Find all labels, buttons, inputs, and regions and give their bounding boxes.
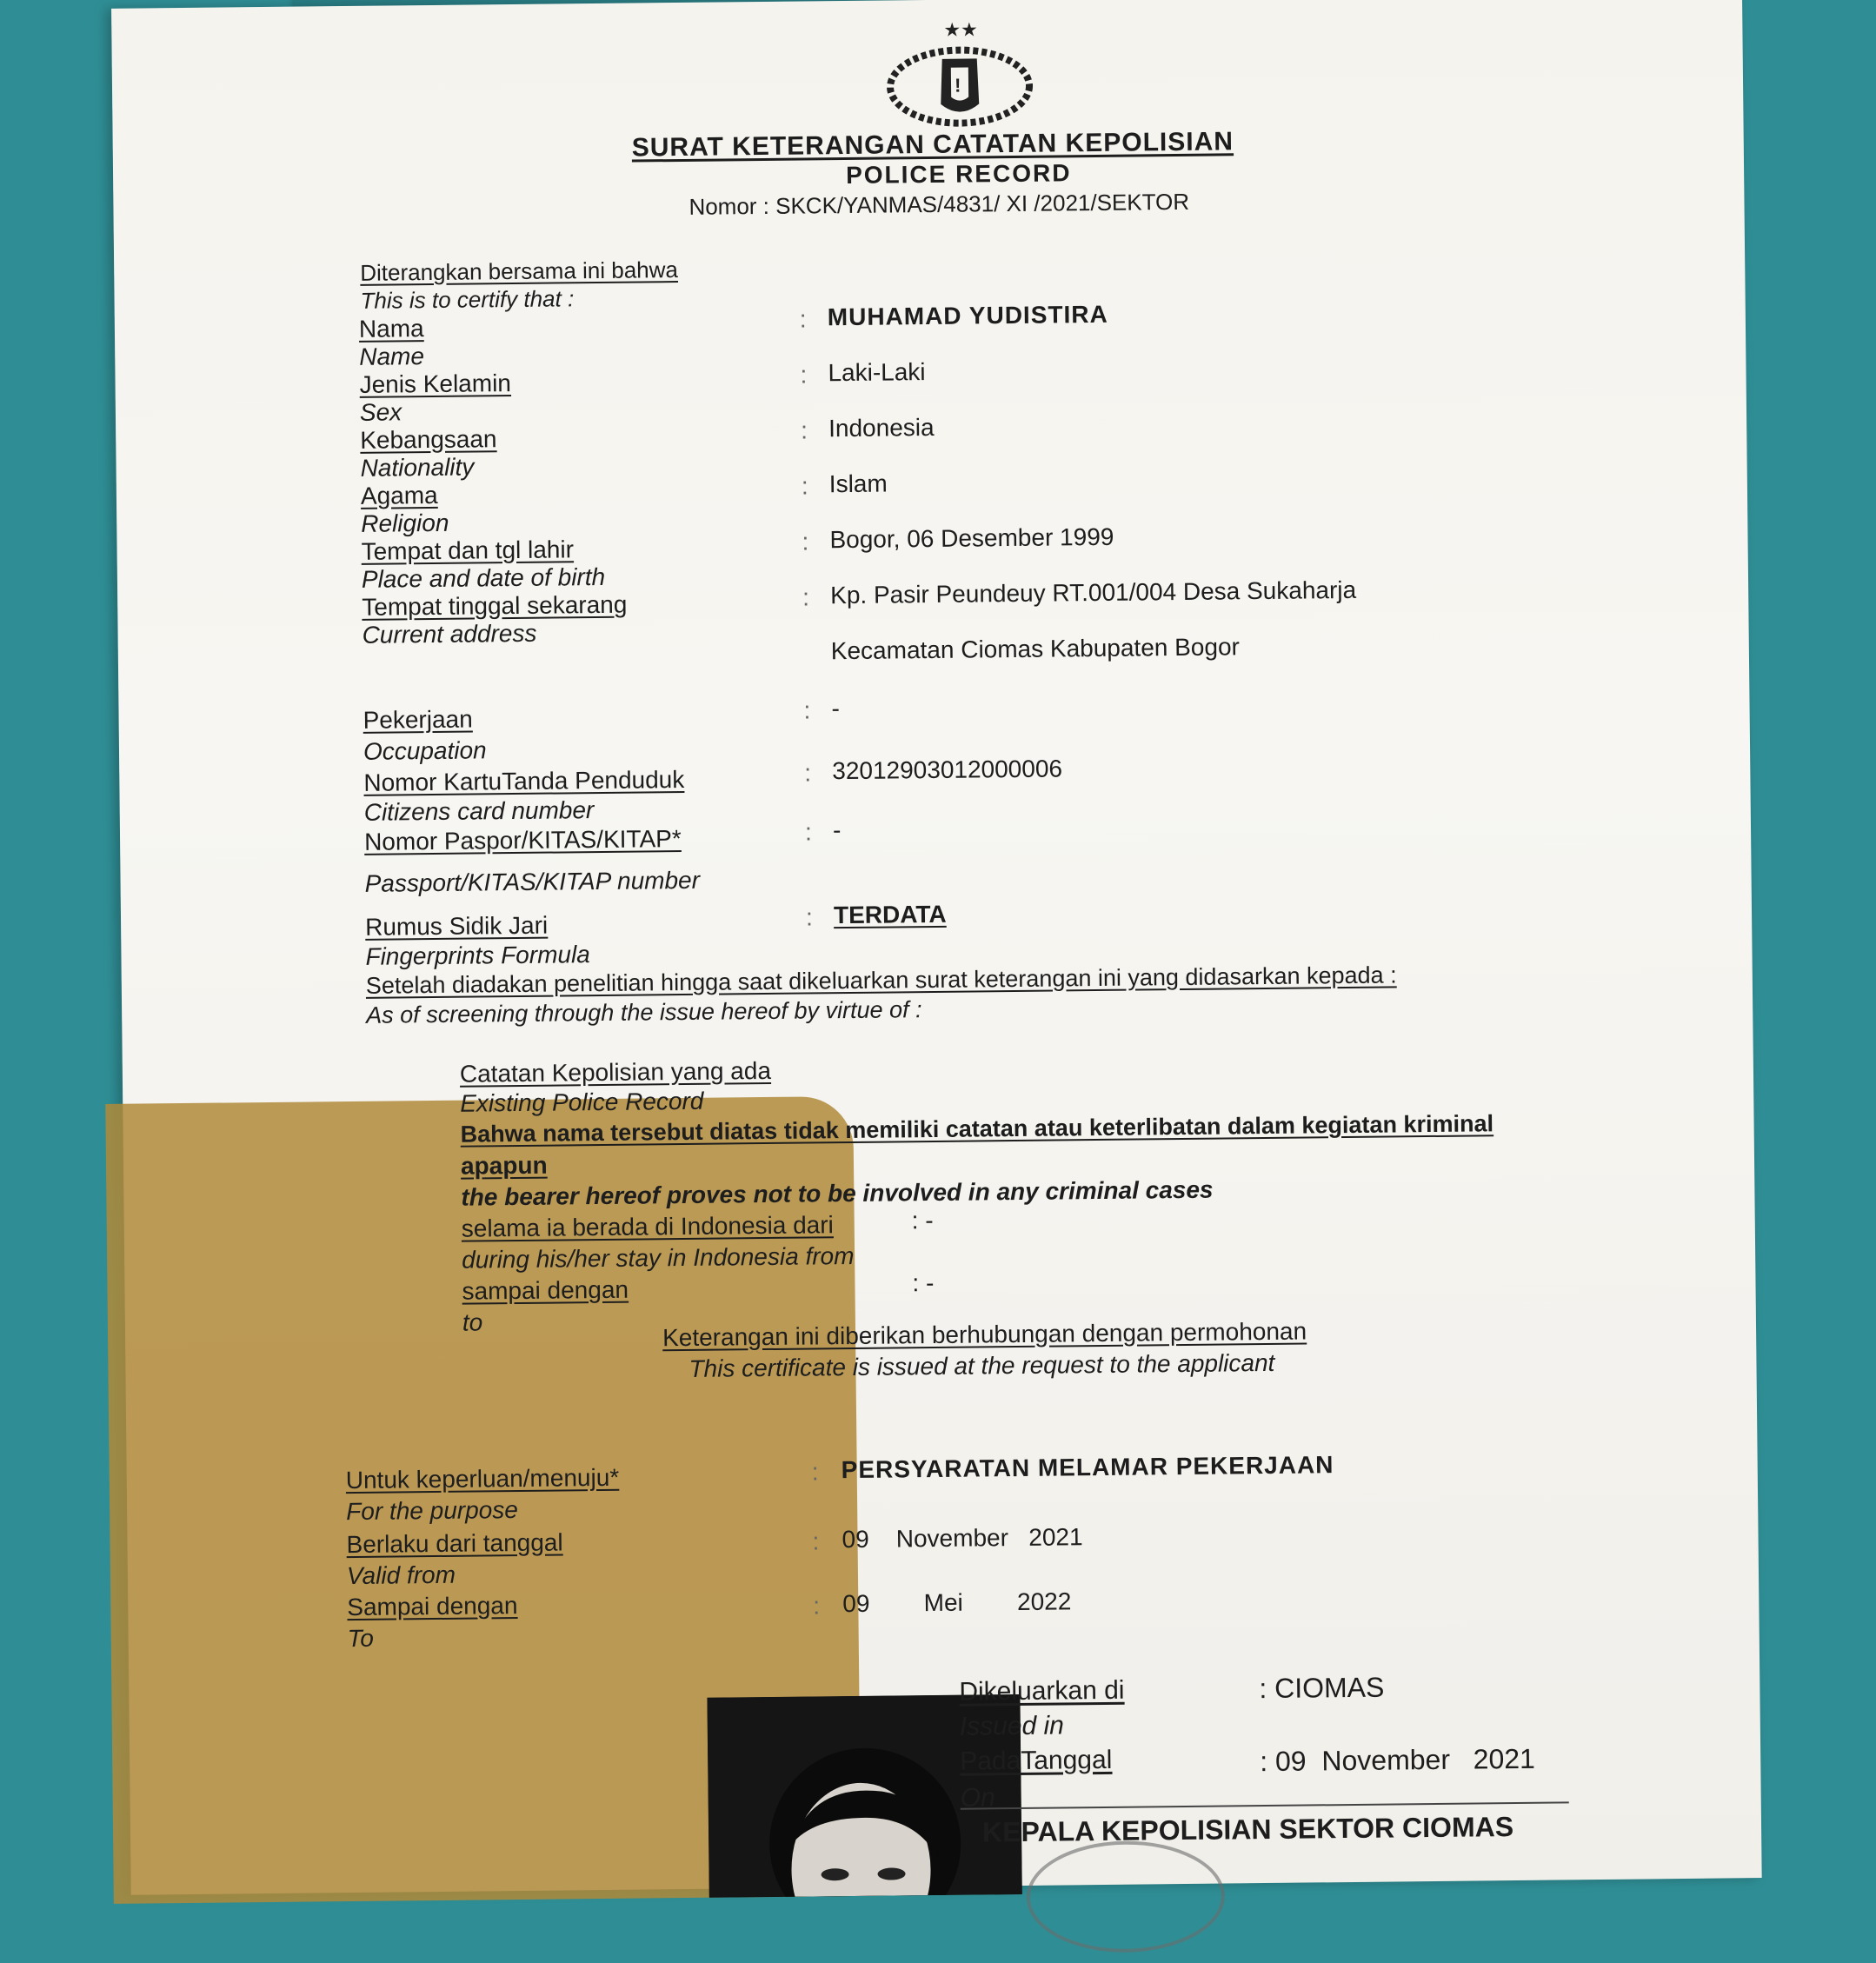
field-value-address: Kp. Pasir Peundeuy RT.001/004 Desa Sukaharja <box>830 576 1357 609</box>
field-label: Pekerjaan <box>363 705 473 734</box>
field-value-nationality: Indonesia <box>828 413 935 443</box>
field-value-address-line2: Kecamatan Ciomas Kabupaten Bogor <box>830 633 1241 665</box>
field-label: Nama <box>358 315 424 343</box>
issued-date-label: PadaTanggal <box>960 1745 1113 1776</box>
field-label: Nomor KartuTanda Penduduk <box>363 765 685 796</box>
field-value-sex: Laki-Laki <box>828 358 926 387</box>
field-label-en: Citizens card number <box>363 796 595 826</box>
field-label: Tempat dan tgl lahir <box>361 536 575 565</box>
field-label: Nomor Paspor/KITAS/KITAP* <box>363 825 682 855</box>
issued-note-id: Keterangan ini diberikan berhubungan dengan permohonan <box>662 1317 1307 1352</box>
issued-place-label-en: Issued in <box>959 1711 1065 1741</box>
official-stamp <box>1026 1840 1225 1953</box>
field-value-occupation: - <box>831 695 841 722</box>
record-heading: Catatan Kepolisian yang ada <box>459 1056 772 1088</box>
issued-place-value: : CIOMAS <box>1259 1671 1385 1705</box>
intro-id: Diterangkan bersama ini bahwa <box>360 256 679 286</box>
svg-text:★★: ★★ <box>943 18 978 41</box>
purpose-label-en: For the purpose <box>346 1496 518 1526</box>
police-record-document: ★★ ! SURAT KETERANGAN CATATAN KEPOLISIAN POLICE RECORD Nomor : SKCK/YANMAS/4831/ XI /2021/SEKTOR Diterangkan bersama ini bahwa This is to certify that : Nama Name : MUHAMAD YUDISTIRA Jenis Kelamin Sex : Laki-Laki Kebangsaan Nationality : Indonesia Agama Religion : Islam Tempat dan tgl lahir Place and date of birth : Bogor, 06 Desember 1999 Tempat tinggal sekarang Current address : Kp. Pasir Peundeuy RT.001/004 Desa Sukaharja Kecamatan Ciomas Kabupaten Bogor Pekerjaan Occupation : - Nomor KartuTanda Penduduk Citizens card number : 32012903012000006 Nomor Paspor/KITAS/KITAP* Passport/KITAS/KITAP number : - Rumus Sidik Jari Fingerprints Formula : TERDATA Setelah diadakan penelitian hingga saat dikeluarkan surat keterangan ini yang didasarkan kepada : As of screening through the issue hereof by virtue of : Catatan Kepolisian yang ada Existing Police Record Bahwa nama tersebut diatas tidak memiliki catatan atau keterlibatan dalam kegiatan kriminal apapun the bearer hereof proves not to be involved in any criminal cases selama ia berada di Indonesia dari : - during his/her stay in Indonesia from sampai dengan : - to Keterangan ini diberikan berhubungan dengan permohonan This certificate is issued at the request to the applicant Untuk keperluan/menuju* For the purpose : PERSYARATAN MELAMAR PEKERJAAN Berlaku dari tanggal Valid from : 09 November 2021 Sampai dengan To : 09 Mei 2022 Dikeluarkan di Issued in : CIOMAS PadaTanggal On : 09 November 2021 KEPALA KEPOLISIAN SEKTOR CIOMAS <box>111 0 1762 1895</box>
issued-note-en: This certificate is issued at the request to the applicant <box>689 1348 1275 1382</box>
record-statement-cont: apapun <box>460 1151 548 1180</box>
field-value-religion: Islam <box>828 469 888 498</box>
screening-id: Setelah diadakan penelitian hingga saat dikeluarkan surat keterangan ini yang didasarkan kepada : <box>365 962 1397 999</box>
document-number: Nomor : SKCK/YANMAS/4831/ XI /2021/SEKTOR <box>689 188 1190 220</box>
field-value-birth: Bogor, 06 Desember 1999 <box>829 522 1114 554</box>
purpose-value: PERSYARATAN MELAMAR PEKERJAAN <box>841 1451 1334 1484</box>
valid-to-label-en: To <box>347 1624 374 1653</box>
intro-en: This is to certify that : <box>360 285 575 314</box>
field-label-en: Current address <box>362 619 537 649</box>
record-heading-en: Existing Police Record <box>460 1087 704 1117</box>
svg-text:!: ! <box>954 74 961 96</box>
record-statement: Bahwa nama tersebut diatas tidak memiliki catatan atau keterlibatan dalam kegiatan kriminal <box>460 1110 1494 1148</box>
issued-date-label-en: On <box>960 1783 995 1813</box>
field-value-passport: - <box>832 816 842 844</box>
field-label: Agama <box>360 481 438 509</box>
record-from-value: : - <box>911 1206 934 1234</box>
field-label-en: Religion <box>361 509 449 537</box>
police-emblem-icon <box>881 17 1038 131</box>
field-label-en: Place and date of birth <box>361 562 606 593</box>
record-from-label: selama ia berada di Indonesia dari <box>461 1211 834 1242</box>
field-label-en: Occupation <box>363 736 487 765</box>
field-label: Tempat tinggal sekarang <box>362 590 628 621</box>
valid-to-value: 09 Mei 2022 <box>842 1587 1072 1618</box>
valid-from-value: 09 November 2021 <box>842 1523 1083 1554</box>
record-statement-en: the bearer hereof proves not to be involved in any criminal cases <box>461 1175 1214 1211</box>
record-to-label: sampai dengan <box>462 1275 629 1305</box>
signature-line <box>961 1801 1569 1809</box>
field-label: Kebangsaan <box>360 425 497 454</box>
field-label-en: Name <box>359 343 425 370</box>
screening-en: As of screening through the issue hereof by virtue of : <box>366 996 922 1028</box>
field-label: Jenis Kelamin <box>359 369 512 398</box>
field-label-en: Fingerprints Formula <box>365 941 590 970</box>
record-to-en: to <box>462 1308 483 1336</box>
valid-to-label: Sampai dengan <box>347 1592 518 1621</box>
record-from-en: during his/her stay in Indonesia from <box>461 1241 855 1274</box>
officer-title: KEPALA KEPOLISIAN SEKTOR CIOMAS <box>981 1811 1514 1848</box>
identity-fields: Nama Name : MUHAMAD YUDISTIRA Jenis Kelamin Sex : Laki-Laki Kebangsaan Nationality : Indonesia Agama Religion : Islam Tempat dan tgl lahir Place and date of birth : Bogor, 06 Desember 1999 Tempat tinggal sekarang Current address : Kp. Pasir Peundeuy RT.001/004 Desa Sukaharja Kecamatan Ciomas Kabupaten Bogor Pekerjaan Occupation : - Nomor KartuTanda Penduduk Citizens card number : 32012903012000006 Nomor Paspor/KITAS/KITAP* Passport/KITAS/KITAP number : - Rumus Sidik Jari Fingerprints Formula : TERDATA <box>358 300 1357 970</box>
field-label-en: Nationality <box>360 453 475 482</box>
field-value-name: MUHAMAD YUDISTIRA <box>827 300 1108 331</box>
field-value-fingerprint: TERDATA <box>833 900 947 929</box>
field-value-id-number: 32012903012000006 <box>832 755 1063 785</box>
purpose-label: Untuk keperluan/menuju* <box>345 1463 620 1494</box>
document-subtitle: POLICE RECORD <box>845 159 1072 189</box>
issued-place-label: Dikeluarkan di <box>959 1675 1125 1707</box>
field-label: Rumus Sidik Jari <box>364 911 549 941</box>
record-to-value: : - <box>912 1268 935 1297</box>
document-title: SURAT KETERANGAN CATATAN KEPOLISIAN <box>631 127 1234 163</box>
valid-from-label-en: Valid from <box>346 1560 456 1590</box>
field-label-en: Passport/KITAS/KITAP number <box>364 866 701 897</box>
field-label-en: Sex <box>359 398 402 426</box>
issued-date-value: : 09 November 2021 <box>1260 1742 1536 1778</box>
valid-from-label: Berlaku dari tanggal <box>346 1528 563 1559</box>
